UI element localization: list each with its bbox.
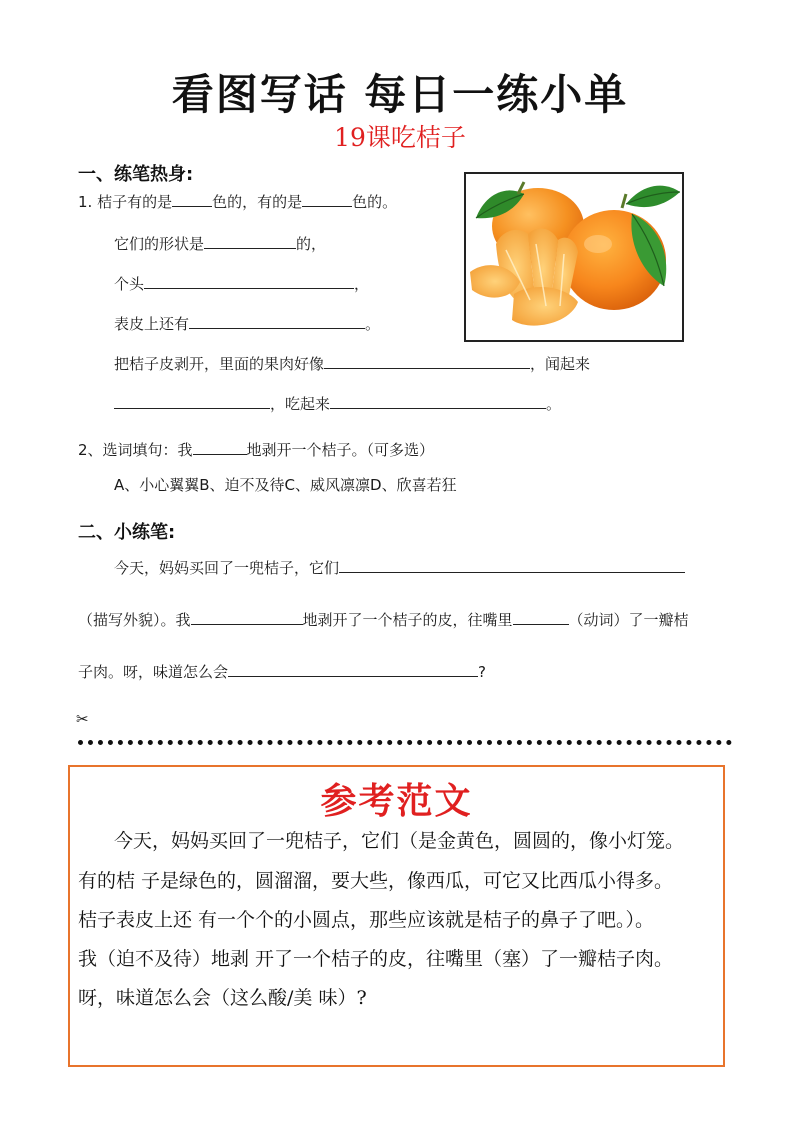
practice-text-3b: ? [478, 663, 486, 681]
q1-line-6 [114, 392, 561, 415]
practice-line-1 [114, 556, 685, 579]
flesh-label: 把桔子皮剥开，里面的果肉好像 [114, 355, 325, 373]
blank-color-1[interactable] [172, 190, 212, 207]
practice-text-2b: 地剥开了一个桔子的皮，往嘴里 [302, 611, 513, 629]
practice-text-1: 今天，妈妈买回了一兜桔子，它们 [114, 559, 340, 577]
q1-line-1 [78, 190, 397, 213]
orange-photo [464, 172, 684, 342]
blank-flesh[interactable] [324, 352, 530, 369]
q1-text-b: 色的，有的是 [212, 193, 303, 211]
blank-taste-exclaim[interactable] [228, 660, 478, 677]
q1-line-3 [114, 272, 369, 295]
blank-color-2[interactable] [302, 190, 352, 207]
size-label: 个头 [114, 275, 145, 293]
blank-skin[interactable] [189, 312, 365, 329]
lesson-subtitle: 19课吃桔子 [334, 123, 466, 152]
blank-shape[interactable] [204, 232, 296, 249]
blank-appearance[interactable] [339, 556, 685, 573]
q1-line-5 [114, 352, 590, 375]
reference-line: 桔子表皮上还 有一个个的小圆点，那些应该就是桔子的鼻子了吧。）。 [78, 909, 655, 931]
taste-label: ，吃起来 [270, 395, 331, 413]
taste-suffix: 。 [546, 395, 562, 413]
blank-word-choice[interactable] [193, 438, 247, 455]
q1-line-4 [114, 312, 380, 335]
tangerine-image [466, 174, 682, 340]
scissors-icon: ✂ [76, 710, 89, 728]
skin-suffix: 。 [365, 315, 381, 333]
section-practice-heading: 二、小练笔: [78, 522, 176, 543]
page-title: 看图写话 每日一练小单 [171, 70, 629, 119]
practice-text-2a: （描写外貌）。我 [78, 611, 191, 629]
shape-label: 它们的形状是 [114, 235, 205, 253]
reference-title: 参考范文 [320, 780, 473, 822]
blank-size[interactable] [144, 272, 354, 289]
q1-text-c: 色的。 [352, 193, 398, 211]
section-warmup-heading: 一、练笔热身: [78, 164, 194, 185]
blank-taste[interactable] [330, 392, 546, 409]
skin-label: 表皮上还有 [114, 315, 190, 333]
size-suffix: ， [354, 275, 370, 293]
blank-verb[interactable] [513, 608, 569, 625]
practice-text-2c: （动词）了一瓣桔 [568, 611, 689, 629]
reference-line: 我（迫不及待）地剥 开了一个桔子的皮，往嘴里（塞）了一瓣桔子肉。 [78, 948, 674, 970]
practice-line-3 [78, 660, 486, 683]
blank-manner[interactable] [191, 608, 303, 625]
reference-line: 有的桔 子是绿色的，圆溜溜，要大些，像西瓜，可它又比西瓜小得多。 [78, 870, 674, 892]
q2-line [78, 438, 434, 461]
reference-line: 呀，味道怎么会（这么酸/美 味）? [78, 987, 367, 1009]
q2-options: A、小心翼翼B、迫不及待C、威风凛凛D、欣喜若狂 [114, 476, 457, 494]
shape-suffix: 的， [296, 235, 327, 253]
q2-text-b: 地剥开一个桔子。（可多选） [246, 441, 435, 459]
smell-label: ，闻起来 [530, 355, 591, 373]
q2-text-a: 2、选词填句：我 [78, 441, 193, 459]
q1-text-a: 1. 桔子有的是 [78, 193, 173, 211]
reference-line: 今天，妈妈买回了一兜桔子，它们（是金黄色，圆圆的，像小灯笼。 [114, 830, 685, 852]
practice-text-3a: 子肉。呀，味道怎么会 [78, 663, 229, 681]
practice-line-2 [78, 608, 689, 631]
q1-line-2 [114, 232, 326, 255]
blank-smell[interactable] [114, 392, 270, 409]
cut-line [78, 740, 732, 745]
